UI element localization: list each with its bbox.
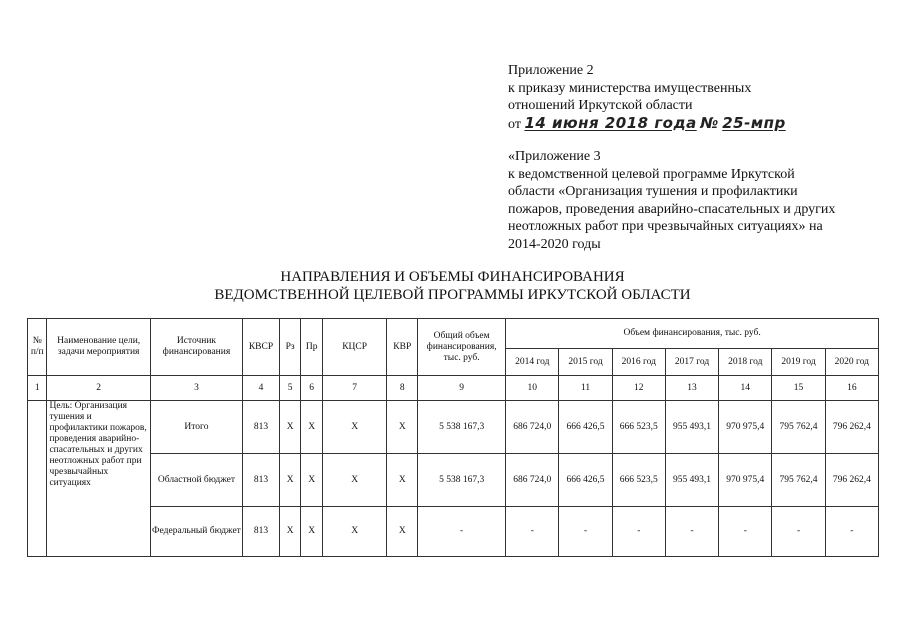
- total-cell: -: [418, 507, 506, 557]
- col-number: 6: [301, 376, 323, 401]
- appendix-2-line: отношений Иркутской области: [508, 98, 693, 113]
- kcsr-cell: X: [322, 454, 387, 507]
- appendix-3-line: «Приложение 3: [508, 149, 601, 164]
- header-volume: Объем финансирования, тыс. руб.: [506, 319, 879, 349]
- rz-cell: X: [279, 454, 301, 507]
- col-number: 11: [559, 376, 612, 401]
- source-cell: Итого: [150, 401, 242, 454]
- source-cell: Федеральный бюджет: [150, 507, 242, 557]
- title-line-2: ВЕДОМСТВЕННОЙ ЦЕЛЕВОЙ ПРОГРАММЫ ИРКУТСКОЙ ОБЛАСТИ: [214, 287, 691, 303]
- kvr-cell: X: [387, 454, 418, 507]
- year-value-cell: 955 493,1: [665, 401, 718, 454]
- appendix-2-title: Приложение 2: [508, 63, 594, 78]
- table-row-federal: [28, 507, 879, 557]
- column-numbers-row: [28, 376, 879, 401]
- year-value-cell: 686 724,0: [506, 401, 559, 454]
- appendix-3-block: [508, 148, 835, 253]
- year-value-cell: 955 493,1: [665, 454, 718, 507]
- header-pr: Пр: [301, 319, 323, 376]
- col-number: 2: [47, 376, 150, 401]
- year-value-cell: -: [719, 507, 772, 557]
- handwritten-date: 14 июня 2018 года: [524, 113, 697, 132]
- pr-cell: X: [301, 401, 323, 454]
- total-cell: 5 538 167,3: [418, 454, 506, 507]
- year-value-cell: 970 975,4: [719, 454, 772, 507]
- col-number: 5: [279, 376, 301, 401]
- header-year: 2017 год: [665, 349, 718, 376]
- kcsr-cell: X: [322, 401, 387, 454]
- header-name: Наименование цели, задачи мероприятия: [47, 319, 150, 376]
- col-number: 12: [612, 376, 665, 401]
- header-year: 2015 год: [559, 349, 612, 376]
- year-value-cell: 666 426,5: [559, 454, 612, 507]
- year-value-cell: 666 523,5: [612, 454, 665, 507]
- col-number: 16: [825, 376, 878, 401]
- year-value-cell: 686 724,0: [506, 454, 559, 507]
- total-cell: 5 538 167,3: [418, 401, 506, 454]
- year-value-cell: 796 262,4: [825, 454, 878, 507]
- year-value-cell: -: [772, 507, 825, 557]
- year-value-cell: 795 762,4: [772, 454, 825, 507]
- header-num: № п/п: [28, 319, 47, 376]
- kcsr-cell: X: [322, 507, 387, 557]
- header-year: 2016 год: [612, 349, 665, 376]
- year-value-cell: -: [612, 507, 665, 557]
- year-value-cell: 666 523,5: [612, 401, 665, 454]
- from-label: от: [508, 116, 521, 132]
- row-num-cell: [28, 401, 47, 557]
- appendix-2-line: к приказу министерства имущественных: [508, 80, 752, 96]
- source-cell: Областной бюджет: [150, 454, 242, 507]
- col-number: 3: [150, 376, 242, 401]
- title-line-1: НАПРАВЛЕНИЯ И ОБЪЕМЫ ФИНАНСИРОВАНИЯ: [280, 269, 625, 285]
- goal-cell: Цель: Организация тушения и профилактики пожаров, проведения аварийно-спасательных и других неотложных работ при чрезвычайных ситуациях: [47, 401, 150, 557]
- year-value-cell: -: [506, 507, 559, 557]
- header-year: 2020 год: [825, 349, 878, 376]
- appendix-3-line: к ведомственной целевой программе Иркутской: [508, 166, 795, 182]
- col-number: 14: [719, 376, 772, 401]
- appendix-2-date-line: [508, 115, 786, 134]
- appendix-3-line: области «Организация тушения и профилактики: [508, 184, 798, 199]
- col-number: 13: [665, 376, 718, 401]
- kvr-cell: X: [387, 507, 418, 557]
- col-number: 8: [387, 376, 418, 401]
- document-title: [0, 268, 905, 304]
- number-sign: №: [700, 113, 719, 132]
- header-total: Общий объем финансирования, тыс. руб.: [418, 319, 506, 376]
- header-row: [28, 319, 879, 349]
- table-row-regional: [28, 454, 879, 507]
- col-number: 4: [243, 376, 280, 401]
- pr-cell: X: [301, 454, 323, 507]
- header-kvsr: КВСР: [243, 319, 280, 376]
- appendix-3-line: неотложных работ при чрезвычайных ситуациях» на: [508, 219, 823, 234]
- financing-table: [27, 318, 879, 557]
- appendix-2-block: [508, 62, 786, 133]
- rz-cell: X: [279, 507, 301, 557]
- appendix-3-line: 2014-2020 годы: [508, 236, 601, 252]
- header-source: Источник финансирования: [150, 319, 242, 376]
- col-number: 7: [322, 376, 387, 401]
- year-value-cell: 970 975,4: [719, 401, 772, 454]
- year-value-cell: -: [665, 507, 718, 557]
- table-row-total: [28, 401, 879, 454]
- year-value-cell: 795 762,4: [772, 401, 825, 454]
- col-number: 15: [772, 376, 825, 401]
- kvsr-cell: 813: [243, 454, 280, 507]
- header-rz: Рз: [279, 319, 301, 376]
- col-number: 9: [418, 376, 506, 401]
- year-value-cell: 796 262,4: [825, 401, 878, 454]
- header-kvr: КВР: [387, 319, 418, 376]
- kvr-cell: X: [387, 401, 418, 454]
- appendix-3-line: пожаров, проведения аварийно-спасательных и других: [508, 201, 836, 217]
- header-year: 2018 год: [719, 349, 772, 376]
- header-year: 2019 год: [772, 349, 825, 376]
- rz-cell: X: [279, 401, 301, 454]
- header-year: 2014 год: [506, 349, 559, 376]
- year-value-cell: -: [559, 507, 612, 557]
- year-value-cell: -: [825, 507, 878, 557]
- kvsr-cell: 813: [243, 401, 280, 454]
- handwritten-number: 25-мпр: [722, 113, 786, 132]
- pr-cell: X: [301, 507, 323, 557]
- header-kcsr: КЦСР: [322, 319, 387, 376]
- col-number: 1: [28, 376, 47, 401]
- year-value-cell: 666 426,5: [559, 401, 612, 454]
- col-number: 10: [506, 376, 559, 401]
- kvsr-cell: 813: [243, 507, 280, 557]
